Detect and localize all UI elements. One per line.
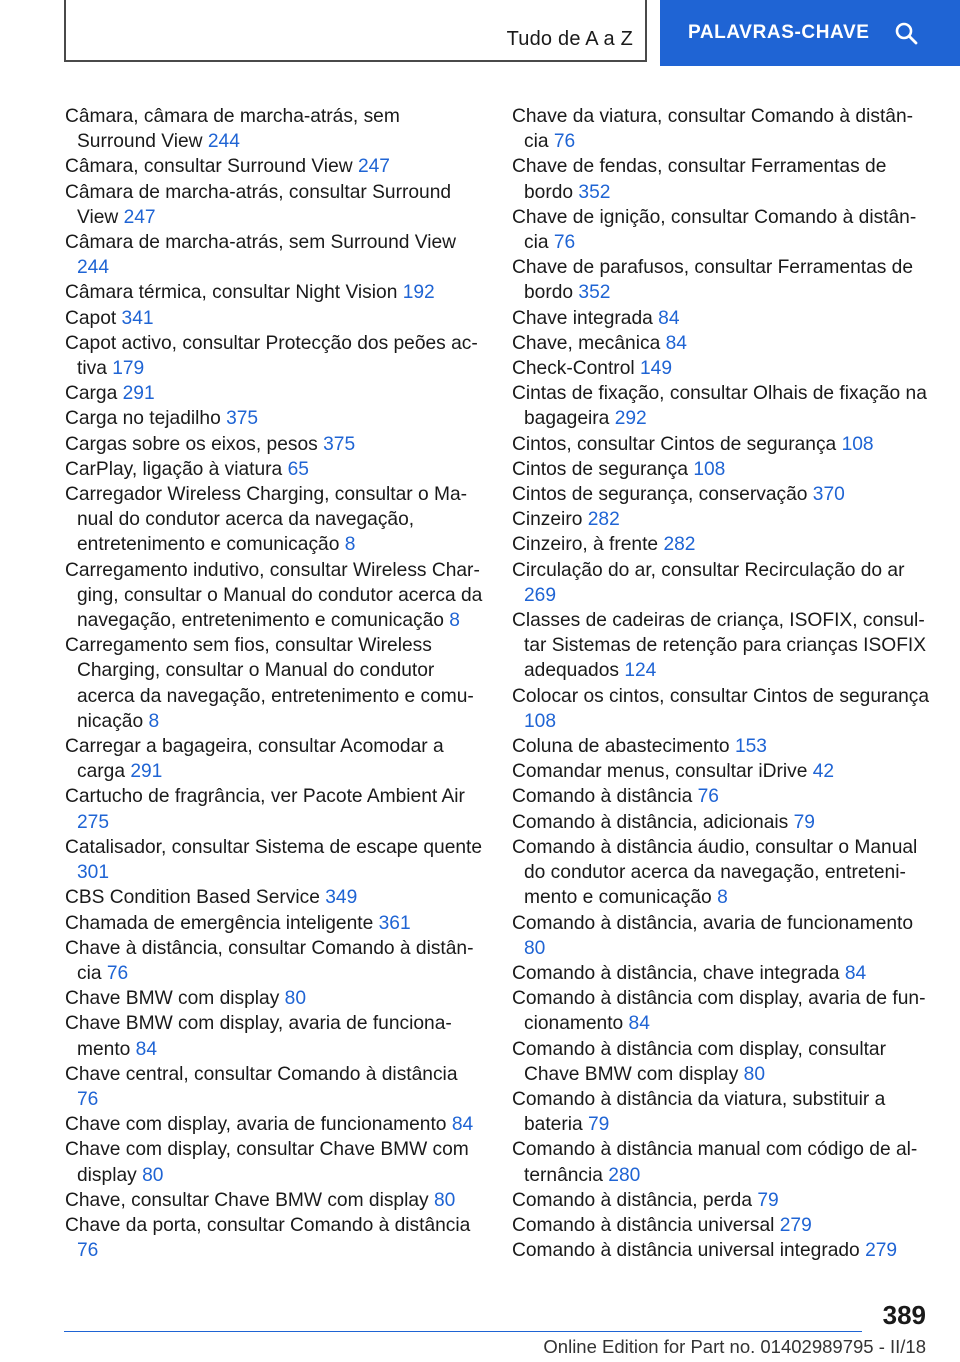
index-entry-text: Comando à distância com display, avaria de funcionamento [512, 988, 926, 1035]
index-entry-text: Colocar os cintos, consultar Cintos de segurança [512, 685, 930, 707]
index-entry-text: Carregamento indutivo, consultar Wireless Charging, consultar o Manual do condutor acerca da navegação, entretenimento e comunicação [65, 559, 483, 632]
index-entry [65, 784, 483, 834]
index-entry [65, 835, 483, 885]
index-entry [65, 1213, 483, 1263]
index-entry [65, 432, 483, 457]
index-entry-text: Câmara de marcha-atrás, sem Surround View [65, 232, 457, 254]
index-entry-text: Catalisador, consultar Sistema de escape quente [65, 836, 483, 858]
page-link[interactable]: 108 [841, 433, 874, 455]
page-link[interactable]: 361 [378, 912, 411, 934]
tab-a-to-z[interactable]: Tudo de A a Z [506, 28, 633, 50]
page-link[interactable]: 84 [844, 962, 867, 984]
page-link[interactable]: 80 [284, 988, 307, 1010]
index-entry-text: Chave com display, avaria de funcionamento [65, 1114, 447, 1136]
page-link[interactable]: 76 [106, 962, 129, 984]
index-entry-text: Chave de parafusos, consultar Ferramentas de bordo [512, 257, 914, 304]
index-entry-text: Comando à distância da viatura, substituir a bateria [512, 1088, 886, 1136]
page-link[interactable]: 352 [578, 181, 611, 203]
index-entry [65, 1188, 483, 1213]
page-link[interactable]: 80 [142, 1164, 164, 1186]
index-entry [512, 1137, 930, 1187]
page-link[interactable]: 349 [325, 887, 358, 909]
index-entry-text: CBS Condition Based Service [65, 887, 320, 909]
index-entry-text: Cartucho de fragrância, ver Pacote Ambient Air [65, 786, 465, 808]
page-header [0, 0, 960, 66]
index-entry [512, 507, 930, 532]
index-entry [512, 255, 930, 305]
page-link[interactable]: 292 [614, 408, 647, 430]
index-entry [512, 558, 930, 608]
index-entry [65, 457, 483, 482]
index-entry [65, 1062, 483, 1112]
index-entry [512, 759, 930, 784]
index-entry [65, 633, 483, 734]
page-link[interactable]: 76 [77, 1088, 99, 1110]
index-entry-text: Cargas sobre os eixos, pesos [65, 433, 318, 455]
index-entry-text: Cinzeiro, à frente [512, 534, 659, 556]
index-entry-text: Comando à distância áudio, consultar o Manual do condutor acerca da navegação, entretenimento e comunicação [512, 836, 918, 909]
index-entry-text: Comando à distância, avaria de funcionamento [512, 912, 914, 934]
index-entry-text: Comando à distância universal integrado [512, 1240, 860, 1262]
page-link[interactable]: 8 [717, 887, 728, 909]
index-entry-text: Câmara de marcha-atrás, consultar Surround View [65, 181, 452, 228]
index-entry-text: Chave de fendas, consultar Ferramentas de bordo [512, 156, 887, 203]
index-entry-text: Câmara térmica, consultar Night Vision [65, 282, 398, 304]
index-column-right [512, 104, 930, 1263]
header-frame [64, 0, 647, 62]
index-entry [512, 1037, 930, 1087]
page-link[interactable]: 279 [865, 1240, 898, 1262]
index-entry [512, 381, 930, 431]
index-entry-text: Chave integrada [512, 307, 653, 329]
page-link[interactable]: 153 [734, 736, 767, 758]
index-entry [512, 432, 930, 457]
index-entry-text: Capot activo, consultar Protecção dos peões activa [65, 332, 478, 380]
index-entry [65, 180, 483, 230]
index-entry [512, 205, 930, 255]
index-entry-text: Carregador Wireless Charging, consultar o Manual do condutor acerca da navegação, entretenimento e comunicação [65, 484, 468, 556]
index-entry [512, 306, 930, 331]
page-link[interactable]: 108 [524, 710, 557, 732]
index-entry-text: Chave, consultar Chave BMW com display [65, 1189, 429, 1211]
index-entry [65, 306, 483, 331]
edition-footer: Online Edition for Part no. 01402989795 - II/18 [543, 1336, 926, 1357]
index-entry [65, 1137, 483, 1187]
page-link[interactable]: 8 [148, 710, 160, 732]
page-link[interactable]: 80 [433, 1189, 456, 1211]
index-entry-text: Câmara, câmara de marcha-atrás, sem Surround View [65, 106, 400, 153]
index-entry-text: Cintos, consultar Cintos de segurança [512, 433, 837, 455]
index-entry [512, 1087, 930, 1137]
page-link[interactable]: 244 [77, 257, 110, 279]
index-entry [65, 331, 483, 381]
page-link[interactable]: 282 [587, 509, 620, 531]
index-entry-text: Chave BMW com display [65, 988, 280, 1010]
index-entry [512, 154, 930, 204]
page-link[interactable]: 76 [77, 1240, 99, 1262]
page-link[interactable]: 192 [402, 282, 435, 304]
page-link[interactable]: 282 [663, 534, 696, 556]
page-link[interactable]: 301 [77, 862, 110, 884]
index-entry-text: Comando à distância, perda [512, 1189, 752, 1211]
index-entry [512, 532, 930, 557]
index-entry-text: Comandar menus, consultar iDrive [512, 761, 808, 783]
page-link[interactable]: 42 [812, 761, 835, 783]
page-link[interactable]: 247 [123, 206, 156, 228]
page-link[interactable]: 375 [323, 433, 356, 455]
index-column-left [65, 104, 483, 1263]
index-entry-text: Circulação do ar, consultar Recirculação do ar [512, 559, 905, 581]
index-entry-text: Chave da porta, consultar Comando à distância [65, 1214, 471, 1236]
index-entry [512, 1213, 930, 1238]
page-link[interactable]: 375 [226, 408, 259, 430]
index-entry [65, 1011, 483, 1061]
index-entry [65, 936, 483, 986]
page-link[interactable]: 124 [624, 660, 657, 682]
index-entry-text: Chave com display, consultar Chave BMW com display [65, 1139, 469, 1186]
page-link[interactable]: 79 [757, 1189, 779, 1211]
page-number: 389 [882, 1300, 926, 1330]
index-entry-text: CarPlay, ligação à viatura [65, 458, 283, 480]
page-link[interactable]: 279 [779, 1214, 812, 1236]
page-link[interactable]: 84 [628, 1013, 650, 1035]
index-entry-text: Chave, mecânica [512, 332, 661, 354]
page-link[interactable]: 108 [693, 458, 726, 480]
index-entry [65, 104, 483, 154]
index-entry [65, 280, 483, 305]
index-entry-text: Comando à distância universal [512, 1214, 775, 1236]
page-link[interactable]: 341 [121, 307, 154, 329]
index-entry-text: Carregar a bagageira, consultar Acomodar a carga [65, 736, 444, 783]
index-entry [512, 1238, 930, 1263]
index-entry [512, 835, 930, 911]
page-link[interactable]: 65 [287, 458, 309, 480]
page-link[interactable]: 80 [524, 937, 546, 959]
page-link[interactable]: 291 [122, 383, 155, 405]
index-entry [512, 356, 930, 381]
index-entry-text: Cinzeiro [512, 509, 583, 531]
index-entry [512, 986, 930, 1036]
index-entry [65, 734, 483, 784]
index-entry [65, 154, 483, 179]
page-link[interactable]: 149 [639, 358, 672, 380]
page-link[interactable]: 291 [130, 761, 163, 783]
index-entry [65, 1112, 483, 1137]
page-link[interactable]: 76 [553, 232, 576, 254]
index-entry [512, 608, 930, 684]
index-entry-text: Chamada de emergência inteligente [65, 912, 374, 934]
index-entry [65, 986, 483, 1011]
index-entry-text: Comando à distância, chave integrada [512, 962, 840, 984]
page-link[interactable]: 84 [665, 332, 687, 354]
index-entry [65, 381, 483, 406]
index-entry [512, 810, 930, 835]
index-entry-text: Chave BMW com display, avaria de funcionamento [65, 1013, 452, 1060]
index-entry [65, 885, 483, 910]
search-icon[interactable] [894, 21, 918, 45]
page-link[interactable]: 84 [451, 1114, 474, 1136]
index-entry [512, 457, 930, 482]
page-link[interactable]: 79 [588, 1114, 610, 1136]
index-entry [512, 1188, 930, 1213]
index-entry [512, 911, 930, 961]
page-link[interactable]: 370 [812, 484, 845, 506]
page-link[interactable]: 8 [344, 534, 356, 556]
index-entry [512, 784, 930, 809]
tab-keywords[interactable] [660, 0, 960, 66]
index-entry-text: Comando à distância manual com código de alternância [512, 1139, 918, 1186]
index-entry [512, 331, 930, 356]
page-link[interactable]: 280 [608, 1164, 641, 1186]
index-entry-text: Check-Control [512, 358, 635, 380]
page-link[interactable]: 76 [697, 786, 719, 808]
index-entry [512, 684, 930, 734]
page-link[interactable]: 76 [553, 131, 576, 153]
tab-keywords-label: PALAVRAS-CHAVE [688, 22, 870, 43]
page-link[interactable]: 269 [524, 584, 557, 606]
index-entry-text: Carga [65, 383, 118, 405]
index-entry-text: Cintas de fixação, consultar Olhais de fixação na bagageira [512, 383, 927, 430]
index-entry-text: Comando à distância, adicionais [512, 811, 789, 833]
index-entry-text: Carregamento sem fios, consultar Wireless Charging, consultar o Manual do condutor acerca da navegação, entretenimento e comunicação [65, 635, 474, 732]
page-link[interactable]: 84 [658, 307, 680, 329]
page-link[interactable]: 79 [793, 811, 815, 833]
index-entry-text: Chave da viatura, consultar Comando à distância [512, 106, 914, 153]
index-entry-text: Chave à distância, consultar Comando à distância [65, 937, 474, 984]
page-link[interactable]: 179 [112, 358, 145, 380]
index-entry [512, 482, 930, 507]
index-entry-text: Coluna de abastecimento [512, 736, 730, 758]
index-entry-text: Carga no tejadilho [65, 408, 221, 430]
index-entry-text: Câmara, consultar Surround View [65, 156, 353, 178]
index-entry [65, 558, 483, 634]
page-link[interactable]: 244 [207, 131, 240, 153]
index-entry-text: Cintos de segurança [512, 458, 688, 480]
index-entry [512, 961, 930, 986]
index-entry [65, 911, 483, 936]
index-entry [512, 104, 930, 154]
index-entry-text: Cintos de segurança, conservação [512, 484, 808, 506]
index-entry-text: Comando à distância [512, 786, 693, 808]
index-entry-text: Comando à distância com display, consultar Chave BMW com display [512, 1038, 886, 1085]
page-link[interactable]: 352 [578, 282, 611, 304]
index-entry [65, 230, 483, 280]
page-link[interactable]: 275 [77, 811, 110, 833]
index-entry-text: Capot [65, 307, 117, 329]
page-link[interactable]: 80 [743, 1063, 766, 1085]
index-entry [65, 406, 483, 431]
index-entry-text: Chave central, consultar Comando à distância [65, 1063, 458, 1085]
index-entry [65, 482, 483, 558]
index-entry [512, 734, 930, 759]
page-link[interactable]: 84 [135, 1038, 158, 1060]
page-link[interactable]: 247 [357, 156, 390, 178]
index-entry-text: Chave de ignição, consultar Comando à distância [512, 206, 917, 254]
footer-divider [64, 1331, 862, 1332]
page-link[interactable]: 8 [449, 610, 460, 632]
index-entry-text: Classes de cadeiras de criança, ISOFIX, consultar Sistemas de retenção para crianças ISOFIX adequados [512, 610, 927, 682]
